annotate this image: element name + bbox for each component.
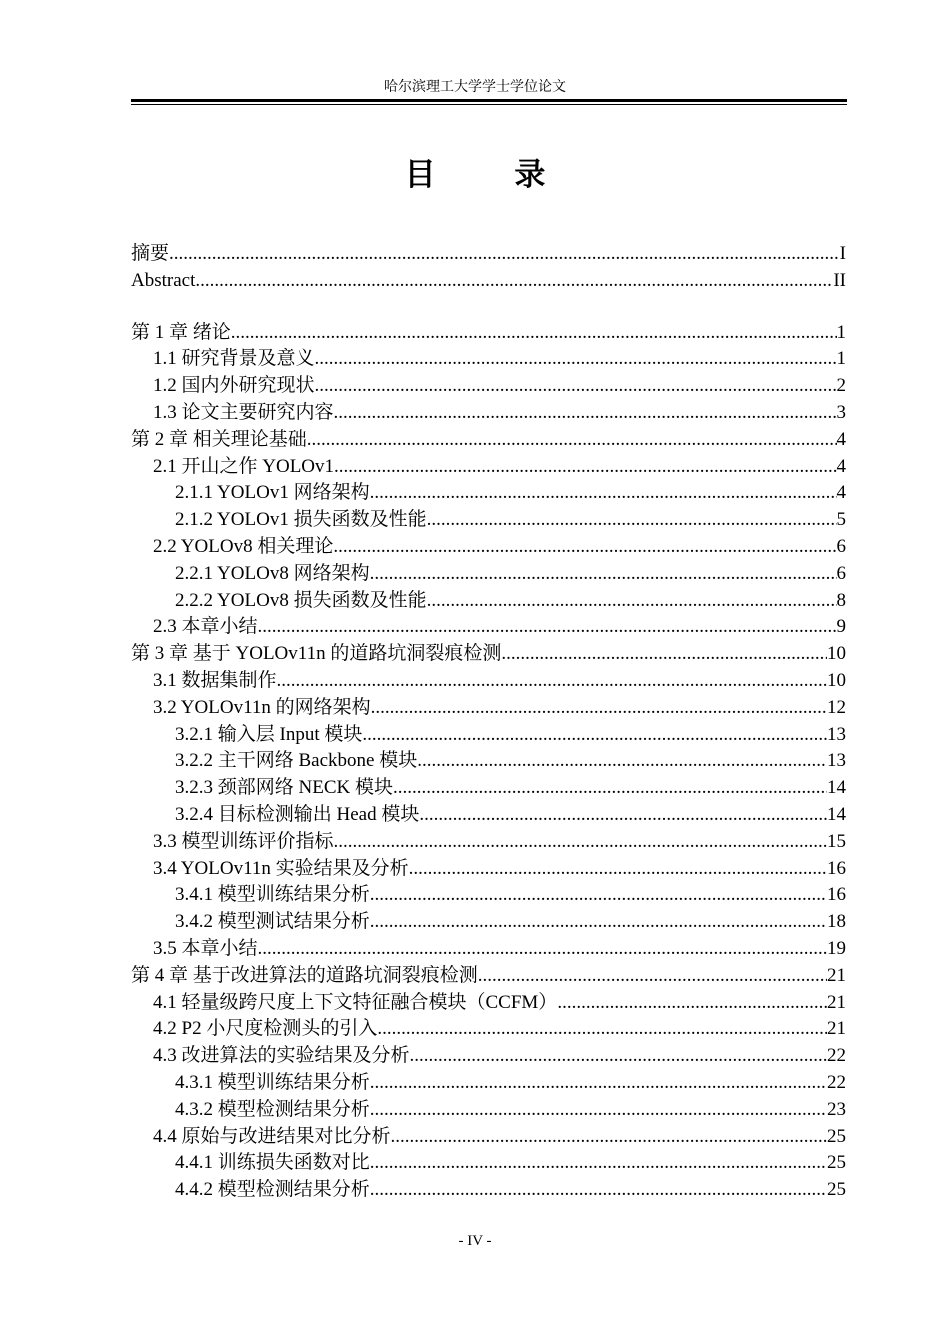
toc-entry[interactable] [131, 829, 846, 856]
toc-entry-page: 25 [827, 1125, 846, 1147]
toc-entry-label: 第 4 章 基于改进算法的道路坑洞裂痕检测 [131, 964, 478, 986]
toc-entry-page: 6 [836, 535, 846, 557]
toc-entry-page: 21 [827, 964, 846, 986]
toc-leader-dots [370, 1097, 827, 1124]
toc-entry-label: 3.5 本章小结 [153, 937, 258, 959]
toc-entry[interactable] [131, 268, 846, 295]
toc-entry-page: 8 [836, 589, 846, 611]
toc-entry[interactable] [131, 775, 846, 802]
toc-entry[interactable] [131, 454, 846, 481]
toc-entry-label: 3.4.1 模型训练结果分析 [175, 884, 370, 906]
toc-entry[interactable] [131, 1097, 846, 1124]
toc-entry-page: 22 [827, 1071, 846, 1093]
toc-entry[interactable] [131, 614, 846, 641]
toc-leader-dots [334, 829, 827, 856]
toc-entry[interactable] [131, 400, 846, 427]
toc-leader-dots [169, 241, 840, 268]
toc-leader-dots [195, 268, 833, 295]
toc-entry[interactable] [131, 561, 846, 588]
toc-entry[interactable] [131, 748, 846, 775]
toc-entry-label: 摘要 [131, 243, 170, 264]
toc-entry[interactable] [131, 480, 846, 507]
toc-entry[interactable] [131, 722, 846, 749]
toc-leader-dots [557, 990, 827, 1017]
toc-leader-dots [315, 373, 837, 400]
toc-entry-label: 3.2.1 输入层 Input 模块 [175, 723, 363, 745]
toc-entry-page: 23 [827, 1098, 846, 1120]
toc-entry[interactable] [131, 507, 846, 534]
toc-entry[interactable] [131, 641, 846, 668]
toc-entry-label: 4.4 原始与改进结果对比分析 [153, 1125, 391, 1147]
toc-entry-page: 10 [827, 669, 846, 691]
toc-entry-label: 4.3.1 模型训练结果分析 [175, 1071, 370, 1093]
toc-leader-dots [370, 1070, 827, 1097]
toc-leader-dots [410, 1043, 827, 1070]
toc-entry-label: 2.1.2 YOLOv1 损失函数及性能 [175, 509, 427, 531]
toc-leader-dots [371, 695, 827, 722]
toc-entry[interactable] [131, 1016, 846, 1043]
toc-leader-dots [478, 963, 827, 990]
toc-entry-label: 3.1 数据集制作 [153, 669, 277, 691]
toc-leader-dots [258, 614, 837, 641]
toc-entry[interactable] [131, 1177, 846, 1204]
toc-entry-label: 4.4.2 模型检测结果分析 [175, 1179, 370, 1201]
toc-leader-dots [427, 588, 837, 615]
toc-entry-label: 2.1.1 YOLOv1 网络架构 [175, 482, 370, 504]
header-rule-thick [131, 99, 847, 102]
toc-leader-dots [334, 400, 837, 427]
toc-entry-page: 3 [836, 401, 846, 423]
toc-entry-page: 13 [827, 750, 846, 772]
toc-entry-label: 3.4.2 模型测试结果分析 [175, 911, 370, 933]
toc-entry-page: 16 [827, 884, 846, 906]
toc-entry-page: 4 [836, 428, 846, 450]
toc-leader-dots [393, 775, 827, 802]
toc-entry-label: 1.3 论文主要研究内容 [153, 401, 334, 423]
toc-entry[interactable] [131, 1150, 846, 1177]
toc-leader-dots [417, 748, 827, 775]
running-header: 哈尔滨理工大学学士学位论文 [384, 80, 566, 95]
toc-leader-dots [370, 882, 827, 909]
toc-entry-page: 25 [827, 1152, 846, 1174]
toc-entry-page: 13 [827, 723, 846, 745]
toc-entry-page: 25 [827, 1179, 846, 1201]
toc-entry-label: 第 3 章 基于 YOLOv11n 的道路坑洞裂痕检测 [131, 643, 502, 665]
toc-entry[interactable] [131, 990, 846, 1017]
toc-leader-dots [277, 668, 827, 695]
toc-entry-label: 第 2 章 相关理论基础 [131, 428, 307, 450]
toc-entry-page: 4 [836, 455, 846, 477]
toc-leader-dots [315, 346, 837, 373]
toc-entry-page: 12 [827, 696, 846, 718]
toc-entry-page: 16 [827, 857, 846, 879]
toc-entry-label: 2.3 本章小结 [153, 616, 258, 638]
toc-entry-page: 1 [836, 348, 846, 370]
toc-entry[interactable] [131, 241, 846, 268]
toc-entry-page: II [833, 269, 846, 291]
toc-entry-page: 21 [827, 991, 846, 1013]
header-rule-thin [131, 104, 847, 105]
toc-entry[interactable] [131, 373, 846, 400]
toc-leader-dots [409, 856, 827, 883]
toc-entry[interactable] [131, 695, 846, 722]
toc-entry-page: 21 [827, 1018, 846, 1040]
toc-entry[interactable] [131, 346, 846, 373]
toc-entry-label: 3.2.4 目标检测输出 Head 模块 [175, 803, 420, 825]
toc-entry-page: 18 [827, 911, 846, 933]
toc-entry[interactable] [131, 856, 846, 883]
toc-entry-page: 15 [827, 830, 846, 852]
toc-entry[interactable] [131, 427, 846, 454]
toc-leader-dots [370, 480, 837, 507]
toc-entry-page: 19 [827, 937, 846, 959]
toc-entry-label: 2.2 YOLOv8 相关理论 [153, 535, 334, 557]
toc-leader-dots [501, 641, 827, 668]
toc-leader-dots [427, 507, 837, 534]
toc-entry[interactable] [131, 963, 846, 990]
toc-leader-dots [419, 802, 827, 829]
toc-leader-dots [370, 561, 837, 588]
toc-entry-label: 4.1 轻量级跨尺度上下文特征融合模块（CCFM） [153, 991, 558, 1013]
toc-entry-page: 6 [836, 562, 846, 584]
toc-entry[interactable] [131, 1043, 846, 1070]
toc-entry[interactable] [131, 909, 846, 936]
toc-entry-label: 3.3 模型训练评价指标 [153, 830, 334, 852]
toc-leader-dots [231, 320, 837, 347]
table-of-contents [131, 241, 846, 1204]
toc-entry-label: 3.2 YOLOv11n 的网络架构 [153, 696, 371, 718]
toc-entry[interactable] [131, 534, 846, 561]
toc-leader-dots [334, 454, 836, 481]
toc-leader-dots [391, 1124, 827, 1151]
toc-entry-page: 4 [836, 482, 846, 504]
toc-entry-label: 3.4 YOLOv11n 实验结果及分析 [153, 857, 409, 879]
toc-leader-dots [362, 722, 827, 749]
toc-leader-dots [377, 1016, 827, 1043]
toc-leader-dots [370, 1150, 827, 1177]
toc-entry[interactable] [131, 320, 846, 347]
toc-title: 目 录 [404, 157, 580, 193]
toc-entry-label: 4.2 P2 小尺度检测头的引入 [153, 1018, 378, 1040]
toc-entry-label: 4.3.2 模型检测结果分析 [175, 1098, 370, 1120]
toc-entry-label: 3.2.2 主干网络 Backbone 模块 [175, 750, 418, 772]
toc-entry-label: 3.2.3 颈部网络 NECK 模块 [175, 777, 393, 799]
toc-entry-page: 9 [836, 616, 846, 638]
toc-entry[interactable] [131, 936, 846, 963]
toc-entry-label: 4.3 改进算法的实验结果及分析 [153, 1045, 410, 1067]
toc-entry-label: 第 1 章 绪论 [131, 321, 231, 343]
toc-entry-page: 5 [836, 509, 846, 531]
toc-entry-label: 1.1 研究背景及意义 [153, 348, 315, 370]
toc-entry-page: 2 [836, 375, 846, 397]
toc-entry-label: 1.2 国内外研究现状 [153, 375, 315, 397]
toc-leader-dots [370, 909, 827, 936]
toc-entry-label: 2.2.2 YOLOv8 损失函数及性能 [175, 589, 427, 611]
toc-entry-page: 14 [827, 803, 846, 825]
toc-entry-label: Abstract [131, 269, 196, 291]
toc-entry-label: 4.4.1 训练损失函数对比 [175, 1152, 370, 1174]
toc-entry[interactable] [131, 588, 846, 615]
toc-leader-dots [333, 534, 836, 561]
toc-leader-dots [258, 936, 827, 963]
toc-entry-label: 2.2.1 YOLOv8 网络架构 [175, 562, 370, 584]
toc-entry-page: 10 [827, 643, 846, 665]
toc-entry-label: 2.1 开山之作 YOLOv1 [153, 455, 335, 477]
toc-entry[interactable] [131, 802, 846, 829]
toc-leader-dots [307, 427, 837, 454]
toc-entry[interactable] [131, 1124, 846, 1151]
page-number: - IV - [458, 1233, 492, 1249]
toc-entry[interactable] [131, 668, 846, 695]
toc-leader-dots [370, 1177, 827, 1204]
toc-entry-page: I [839, 243, 846, 264]
toc-entry-page: 22 [827, 1045, 846, 1067]
toc-entry[interactable] [131, 882, 846, 909]
toc-entry-page: 14 [827, 777, 846, 799]
toc-entry-page: 1 [836, 321, 846, 343]
toc-entry[interactable] [131, 1070, 846, 1097]
